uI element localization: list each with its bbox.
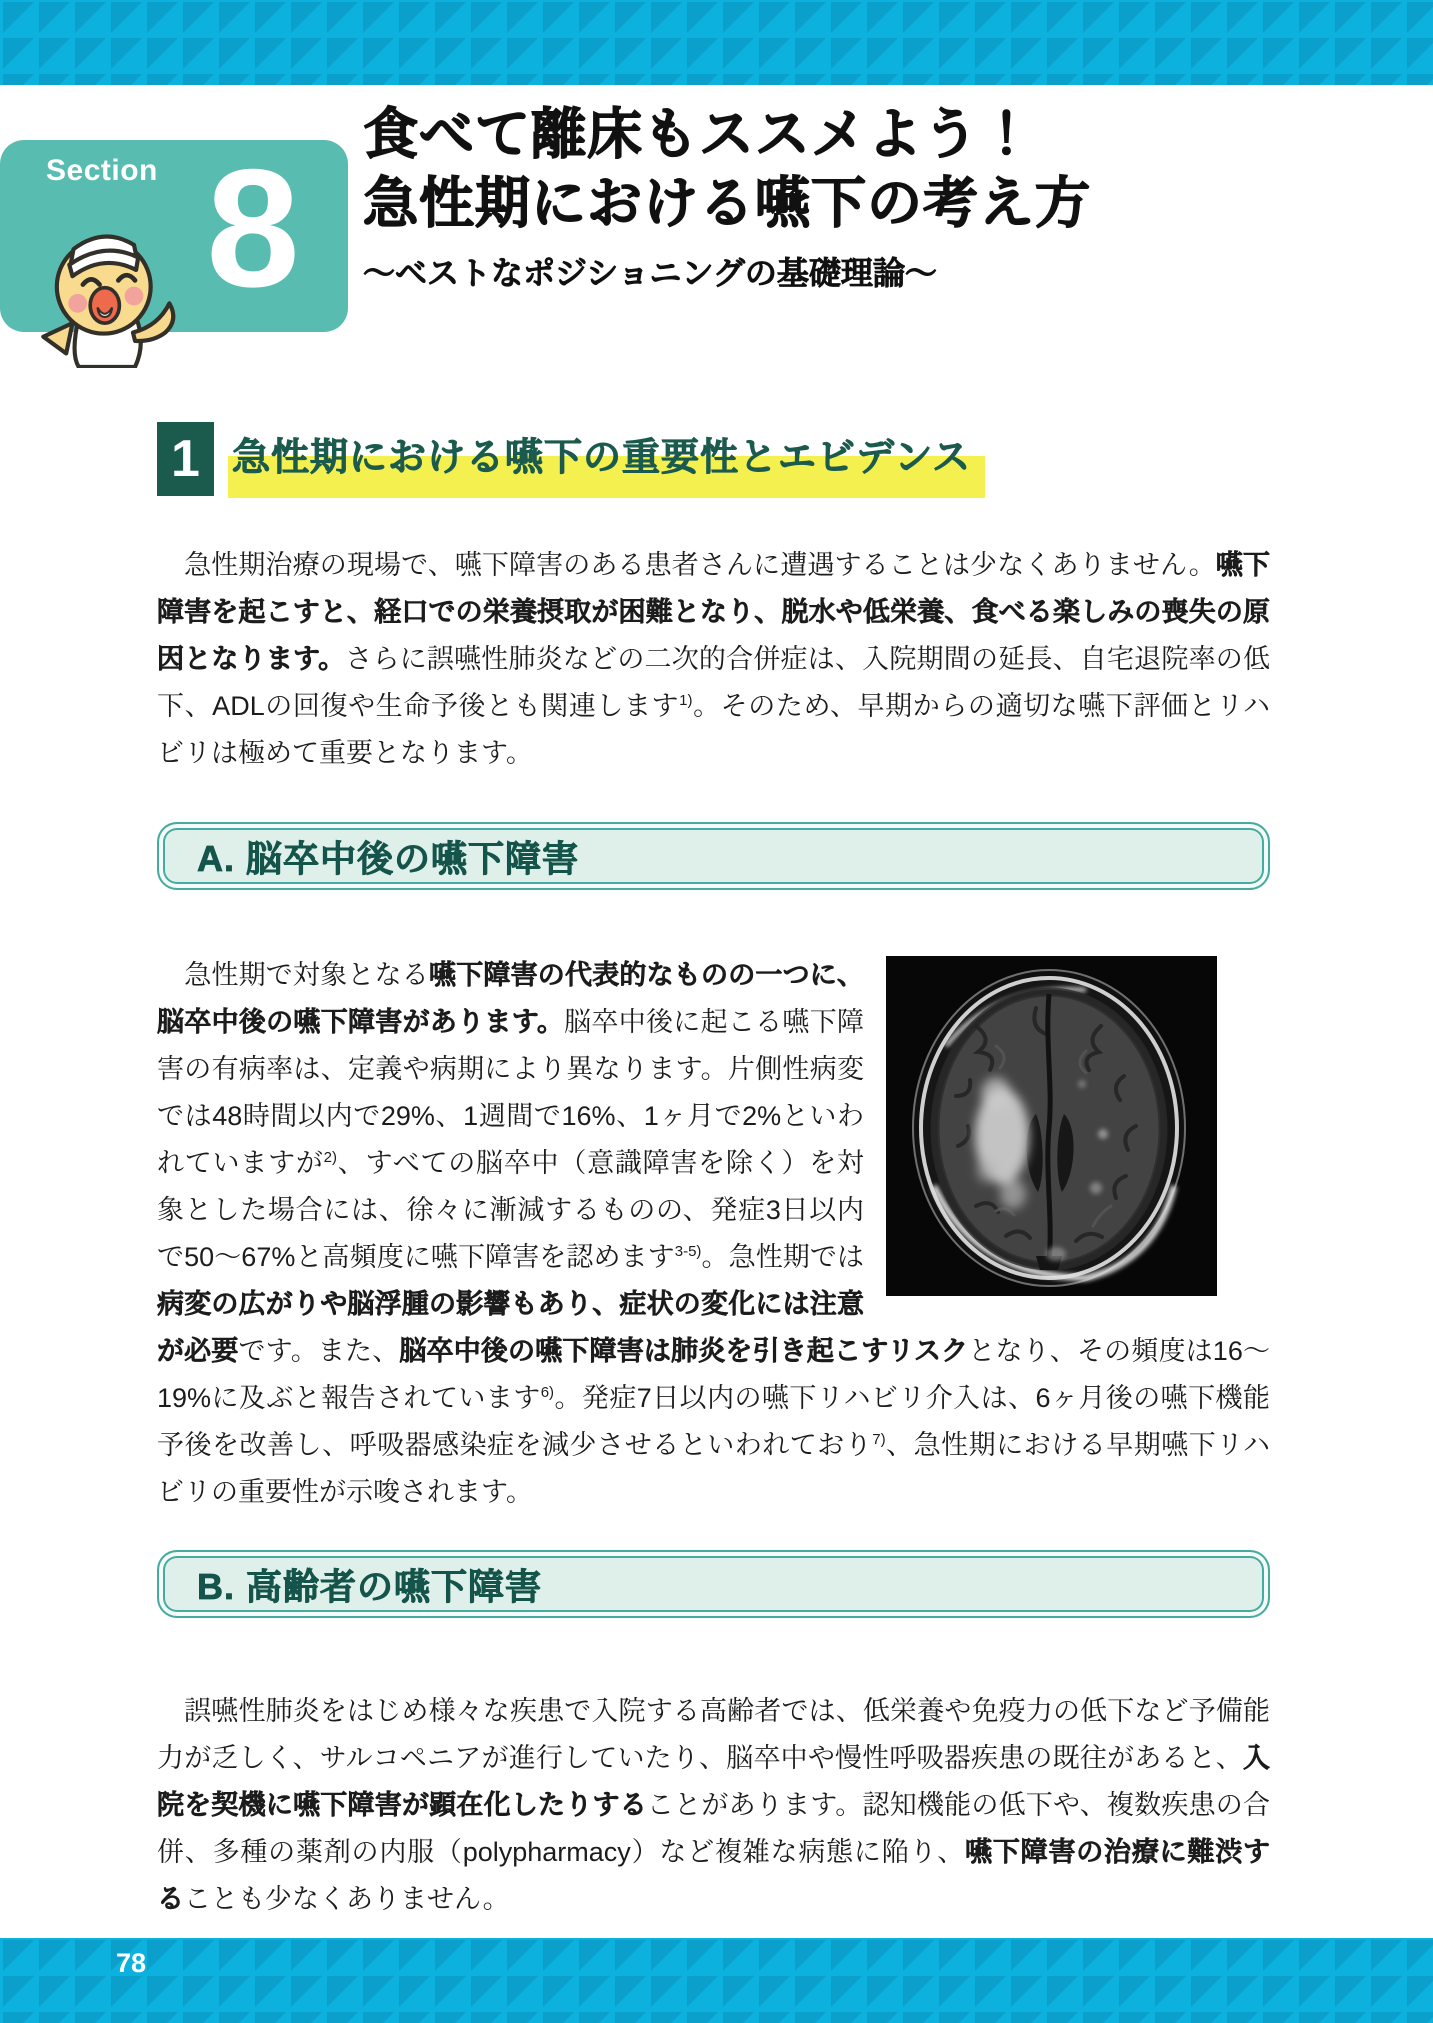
section-label: Section — [46, 154, 158, 187]
subhead-a-label: A. 脳卒中後の嚥下障害 — [197, 837, 580, 879]
subhead-box-a — [157, 822, 1270, 890]
main-content-column — [157, 0, 1270, 1923]
chapter-title-line1: 食べて離床もススメよう！ — [363, 103, 1036, 165]
stroke-dysphagia-text: 急性期で対象となる嚥下障害の代表的なものの一つに、脳卒中後の嚥下障害があります。脳卒中後に起こる嚥下障害の有病率は、定義や病期により異なります。片側性病変では48時間以内で29%、1週間で16%、1ヶ月で2%といわれていますが$^{2)}$、すべての脳卒中（意識障害を除く）を対象とした場合には、徐々に漸減するものの、発症3日以内で50～67%と高頻度に嚥下障害を認めます$^{3-5)}$。急性期では病変の広がりや脳浮腫の影響もあり、症状の変化には注意が必要です。また、脳卒中後の嚥下障害は肺炎を引き起こすリスクとなり、その頻度は16～19%に及ぶと報告されています$^{6)}$。発症7日以内の嚥下リハビリ介入は、6ヶ月後の嚥下機能予後を改善し、呼吸器感染症を減少させるといわれており$^{7)}$、急性期における早期嚥下リハビリの重要性が示唆されます。 — [157, 960, 1271, 1507]
page-number: 78 — [116, 1948, 147, 1978]
nurse-chick-mascot-icon — [26, 222, 194, 368]
section-1-number-badge: 1 — [157, 422, 214, 496]
triangle-pattern — [0, 1938, 1433, 2023]
bottom-pattern-band — [0, 1938, 1433, 2023]
section-1-heading-text: 急性期における嚥下の重要性とエビデンス — [232, 437, 972, 479]
chapter-subtitle: ～ベストなポジショニングの基礎理論～ — [363, 255, 937, 291]
mri-brain-axial-image — [886, 956, 1217, 1296]
section-number: 8 — [206, 134, 300, 322]
stroke-dysphagia-paragraph — [157, 952, 1270, 1522]
subhead-b-label: B. 高齢者の嚥下障害 — [197, 1565, 543, 1607]
chapter-title-line2: 急性期における嚥下の考え方 — [363, 172, 1092, 234]
subhead-box-b — [157, 1550, 1270, 1618]
elderly-dysphagia-paragraph: 誤嚥性肺炎をはじめ様々な疾患で入院する高齢者では、低栄養や免疫力の低下など予備能力が乏しく、サルコペニアが進行していたり、脳卒中や慢性呼吸器疾患の既往があると、入院を契機に嚥下障害が顕在化したりすることがあります。認知機能の低下や、複数疾患の合併、多種の薬剤の内服（polypharmacy）など複雑な病態に陥り、嚥下障害の治療に難渋することも少なくありません。 — [157, 1696, 1271, 1914]
intro-paragraph: 急性期治療の現場で、嚥下障害のある患者さんに遭遇することは少なくありません。嚥下障害を起こすと、経口での栄養摂取が困難となり、脱水や低栄養、食べる楽しみの喪失の原因となります。さらに誤嚥性肺炎などの二次的合併症は、入院期間の延長、自宅退院率の低下、ADLの回復や生命予後とも関連します$^{1)}$。そのため、早期からの適切な嚥下評価とリハビリは極めて重要となります。 — [157, 550, 1271, 768]
